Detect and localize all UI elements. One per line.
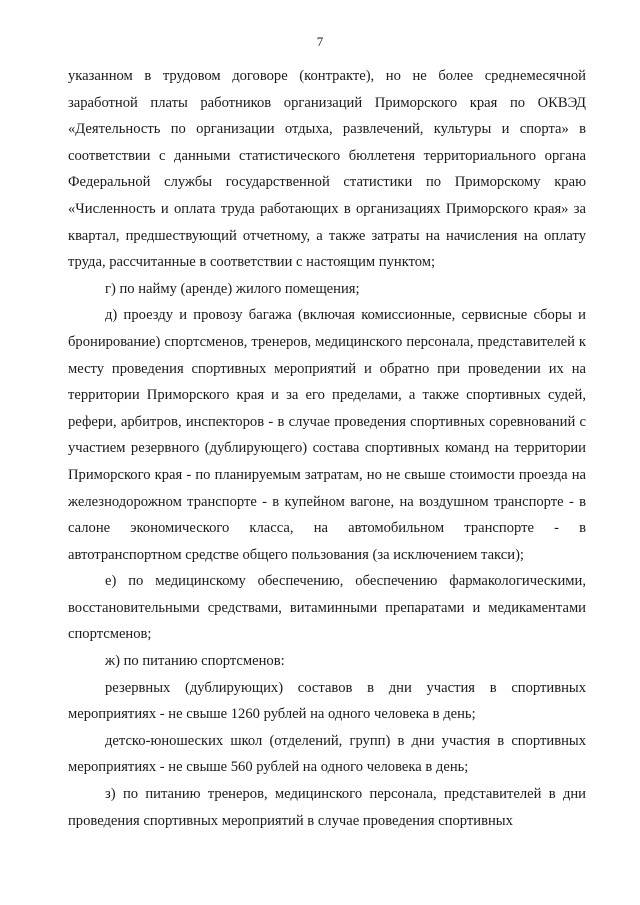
paragraph-item-zh: ж) по питанию спортсменов: <box>105 653 285 670</box>
paragraph-youth-schools: детско-юношеских школ (отделений, групп) в дни участия в спортивных мероприятиях - не свыше 560 рублей на одного человека в день; <box>68 732 586 776</box>
document-body <box>68 63 586 834</box>
paragraph-item-e: е) по медицинскому обеспечению, обеспечению фармакологическими, восстановительными средствами, витаминными препаратами и медикаментами спортсменов; <box>68 573 586 643</box>
paragraph-reserve-teams: резервных (дублирующих) составов в дни участия в спортивных мероприятиях - не свыше 1260 рублей на одного человека в день; <box>68 679 586 723</box>
paragraph-item-z: з) по питанию тренеров, медицинского персонала, представителей в дни проведения спортивных мероприятий в случае проведения спортивных <box>68 786 586 829</box>
paragraph-continuation: указанном в трудовом договоре (контракте), но не более среднемесячной заработной платы работников организаций Приморского края по ОКВЭД «Деятельность по организации отдыха, развлечений, культуры и спорта» в соответствии с данными статистического бюллетеня территориального органа Федеральной службы государственной статистики по Приморскому краю «Численность и оплата труда работающих в организациях Приморского края» за квартал, предшествующий отчетному, а также затраты на начисления на оплату труда, рассчитанные в соответствии с настоящим пунктом; <box>68 68 586 271</box>
paragraph-item-d: д) проезду и провозу багажа (включая комиссионные, сервисные сборы и бронирование) спортсменов, тренеров, медицинского персонала, представителей к месту проведения спортивных мероприятий и обратно при проведении их на территории Приморского края и за его пределами, а также спортивных судей, рефери, арбитров, инспекторов - в случае проведения спортивных соревнований с участием резервного (дублирующего) состава спортивных команд на территории Приморского края - по планируемым затратам, но не свыше стоимости проезда на железнодорожном транспорте - в купейном вагоне, на воздушном транспорте - в салоне экономического класса, на автомобильном транспорте - в автотранспортном средстве общего пользования (за исключением такси); <box>68 307 586 563</box>
paragraph-item-g: г) по найму (аренде) жилого помещения; <box>105 280 360 297</box>
page-number: 7 <box>316 34 324 49</box>
